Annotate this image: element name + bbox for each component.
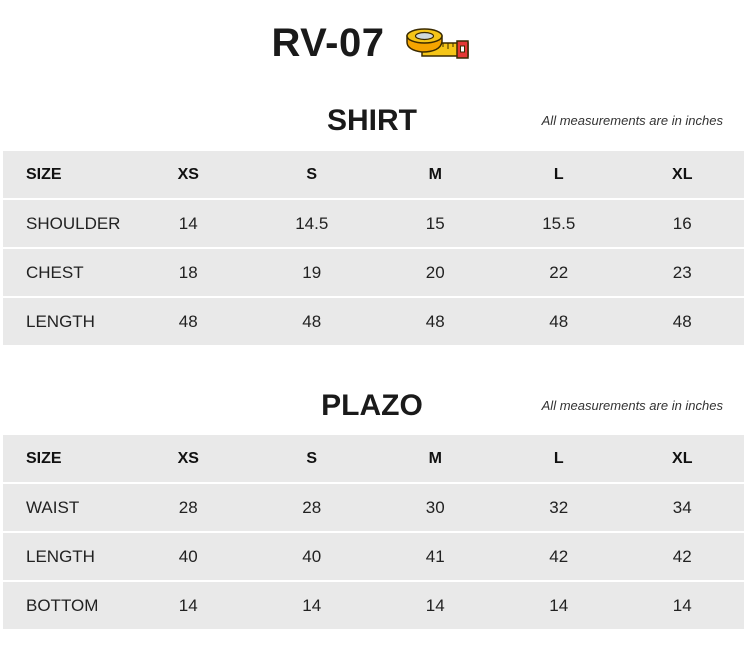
row-label: LENGTH — [3, 298, 127, 345]
table-row — [3, 200, 744, 249]
table-cell: 14 — [127, 200, 251, 249]
table-cell: 23 — [621, 249, 744, 298]
table-row — [3, 582, 744, 629]
table-header-row — [3, 151, 744, 200]
shirt-section-header — [0, 101, 744, 141]
table-cell: 15 — [374, 200, 498, 249]
header-cell: XL — [621, 151, 744, 200]
table-cell: 42 — [621, 533, 744, 582]
table-cell: 20 — [374, 249, 498, 298]
plazo-size-table — [3, 435, 744, 629]
header-cell: L — [497, 435, 621, 484]
table-cell: 40 — [250, 533, 374, 582]
table-cell: 14 — [250, 582, 374, 629]
table-cell: 42 — [497, 533, 621, 582]
table-header-row — [3, 435, 744, 484]
table-cell: 16 — [621, 200, 744, 249]
table-cell: 48 — [621, 298, 744, 345]
table-cell: 28 — [127, 484, 251, 533]
table-cell: 14 — [497, 582, 621, 629]
table-cell: 15.5 — [497, 200, 621, 249]
table-row — [3, 249, 744, 298]
header-cell: SIZE — [3, 151, 127, 200]
section-title: SHIRT — [327, 104, 417, 137]
header-cell: XL — [621, 435, 744, 484]
measurement-note: All measurements are in inches — [541, 113, 723, 128]
table-row — [3, 298, 744, 345]
row-label: LENGTH — [3, 533, 127, 582]
row-label: SHOULDER — [3, 200, 127, 249]
header-cell: XS — [127, 435, 251, 484]
table-cell: 41 — [374, 533, 498, 582]
row-label: BOTTOM — [3, 582, 127, 629]
page-title: RV-07 — [271, 20, 385, 65]
header-cell: S — [250, 435, 374, 484]
table-cell: 34 — [621, 484, 744, 533]
table-row — [3, 533, 744, 582]
table-cell: 32 — [497, 484, 621, 533]
table-cell: 48 — [250, 298, 374, 345]
table-cell: 48 — [497, 298, 621, 345]
header-cell: M — [374, 151, 498, 200]
plazo-section-header — [0, 386, 744, 426]
measurement-note: All measurements are in inches — [541, 398, 723, 413]
table-cell: 30 — [374, 484, 498, 533]
table-cell: 14.5 — [250, 200, 374, 249]
table-cell: 48 — [374, 298, 498, 345]
shirt-size-table — [3, 151, 744, 345]
table-cell: 19 — [250, 249, 374, 298]
section-title: PLAZO — [321, 389, 423, 422]
header-cell: S — [250, 151, 374, 200]
table-cell: 14 — [127, 582, 251, 629]
table-cell: 22 — [497, 249, 621, 298]
row-label: CHEST — [3, 249, 127, 298]
table-cell: 28 — [250, 484, 374, 533]
table-cell: 14 — [621, 582, 744, 629]
measuring-tape-icon — [402, 26, 472, 60]
table-cell: 14 — [374, 582, 498, 629]
row-label: WAIST — [3, 484, 127, 533]
header-cell: SIZE — [3, 435, 127, 484]
page-header — [0, 18, 744, 68]
table-cell: 18 — [127, 249, 251, 298]
header-cell: M — [374, 435, 498, 484]
table-cell: 40 — [127, 533, 251, 582]
table-cell: 48 — [127, 298, 251, 345]
table-row — [3, 484, 744, 533]
header-cell: XS — [127, 151, 251, 200]
header-cell: L — [497, 151, 621, 200]
